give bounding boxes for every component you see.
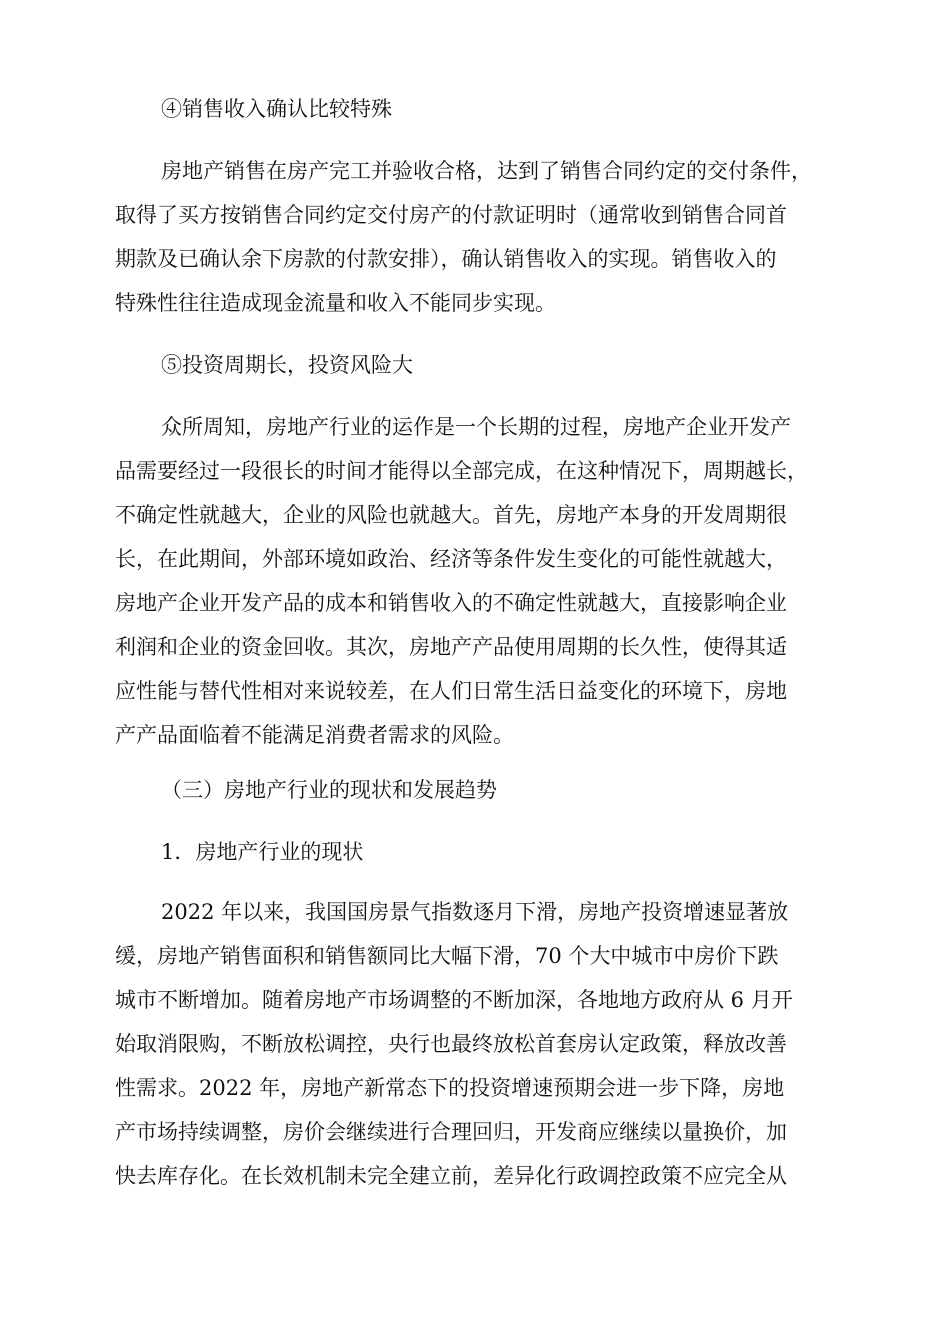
paragraph-line: 2022 年以来，我国国房景气指数逐月下滑，房地产投资增速显著放 [161,900,789,924]
subsection-title: 1．房地产行业的现状 [161,840,364,864]
paragraph-line: 城市不断增加。随着房地产市场调整的不断加深，各地地方政府从 6 月开 [115,988,793,1012]
heading-investment-risk: ⑤投资周期长，投资风险大 [161,353,413,377]
paragraph-line: 长，在此期间，外部环境如政治、经济等条件发生变化的可能性就越大， [115,547,787,571]
paragraph-line: 品需要经过一段很长的时间才能得以全部完成，在这种情况下，周期越长， [115,459,808,483]
paragraph-line: 取得了买方按销售合同约定交付房产的付款证明时（通常收到销售合同首 [115,203,787,227]
paragraph-line: 房地产销售在房产完工并验收合格，达到了销售合同约定的交付条件， [161,159,812,183]
paragraph-line: 缓，房地产销售面积和销售额同比大幅下滑，70 个大中城市中房价下跌 [115,944,779,968]
heading-sales-recognition: ④销售收入确认比较特殊 [161,97,392,121]
paragraph-line: 不确定性就越大，企业的风险也就越大。首先，房地产本身的开发周期很 [115,503,787,527]
paragraph-line: 利润和企业的资金回收。其次，房地产产品使用周期的长久性，使得其适 [115,635,787,659]
paragraph-line: 应性能与替代性相对来说较差，在人们日常生活日益变化的环境下，房地 [115,679,787,703]
paragraph-line: 众所周知，房地产行业的运作是一个长期的过程，房地产企业开发产 [161,415,791,439]
paragraph-line: 房地产企业开发产品的成本和销售收入的不确定性就越大，直接影响企业 [115,591,787,615]
paragraph-line: 快去库存化。在长效机制未完全建立前，差异化行政调控政策不应完全从 [115,1164,787,1188]
paragraph-line: 期款及已确认余下房款的付款安排），确认销售收入的实现。销售收入的 [115,247,777,271]
paragraph-line: 产市场持续调整，房价会继续进行合理回归，开发商应继续以量换价，加 [115,1120,787,1144]
section-title: （三）房地产行业的现状和发展趋势 [161,778,497,802]
paragraph-line: 性需求。2022 年，房地产新常态下的投资增速预期会进一步下降，房地 [115,1076,785,1100]
paragraph-line: 始取消限购，不断放松调控，央行也最终放松首套房认定政策，释放改善 [115,1032,787,1056]
paragraph-line: 产产品面临着不能满足消费者需求的风险。 [115,723,514,747]
paragraph-line: 特殊性往往造成现金流量和收入不能同步实现。 [115,291,556,315]
